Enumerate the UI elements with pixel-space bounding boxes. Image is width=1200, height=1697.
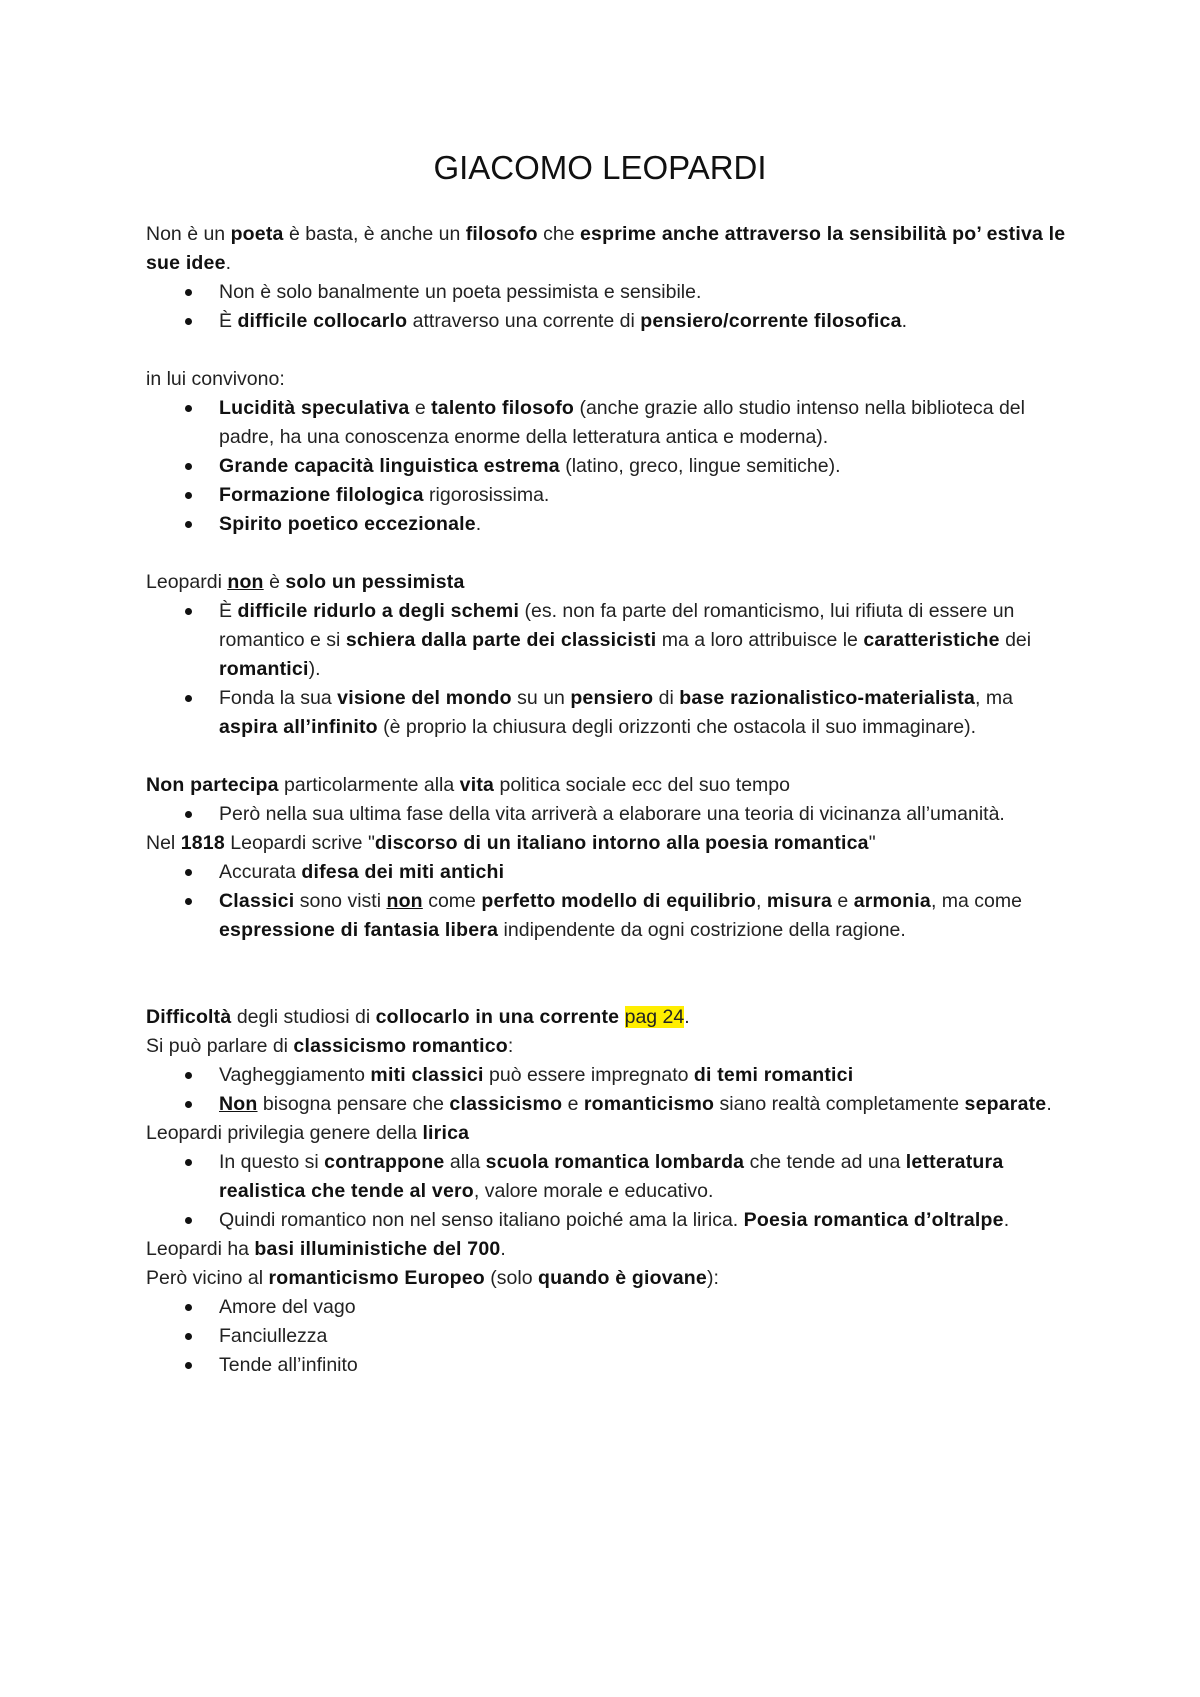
bullet-icon xyxy=(185,811,192,818)
list-item: Fanciullezza xyxy=(146,1322,1066,1351)
list-item: Lucidità speculativa e talento filosofo (anche grazie allo studio intenso nella biblioteca del padre, ha una conoscenza enorme della letteratura antica e moderna). xyxy=(146,394,1066,452)
bullet-icon xyxy=(185,405,192,412)
list-item: Formazione filologica rigorosissima. xyxy=(146,481,1066,510)
list-item: Non bisogna pensare che classicismo e romanticismo siano realtà completamente separate. xyxy=(146,1090,1066,1119)
section-heading: in lui convivono: xyxy=(146,368,285,390)
bullet-icon xyxy=(185,463,192,470)
section-heading: Difficoltà degli studiosi di collocarlo in una corrente pag 24. xyxy=(146,1006,690,1028)
classicism-list xyxy=(146,1061,1066,1119)
bullet-icon xyxy=(185,318,192,325)
list-item: In questo si contrappone alla scuola romantica lombarda che tende ad una letteratura realistica che tende al vero, valore morale e educativo. xyxy=(146,1148,1066,1206)
bullet-icon xyxy=(185,521,192,528)
list-item: È difficile ridurlo a degli schemi (es. non fa parte del romanticismo, lui rifiuta di essere un romantico e si schiera dalla parte dei classicisti ma a loro attribuisce le caratteristiche dei romantici). xyxy=(146,597,1066,684)
page-reference-highlight: pag 24 xyxy=(624,1006,685,1028)
bullet-icon xyxy=(185,695,192,702)
pessimist-list xyxy=(146,597,1066,742)
bullet-icon xyxy=(185,898,192,905)
list-item: È difficile collocarlo attraverso una corrente di pensiero/corrente filosofica. xyxy=(146,307,1066,336)
paragraph: Si può parlare di classicismo romantico: xyxy=(146,1035,514,1057)
bullet-icon xyxy=(185,1362,192,1369)
page-title: GIACOMO LEOPARDI xyxy=(433,149,767,186)
bullet-icon xyxy=(185,1304,192,1311)
paragraph: Leopardi ha basi illuministiche del 700. xyxy=(146,1238,506,1260)
section-heading: Non partecipa particolarmente alla vita politica sociale ecc del suo tempo xyxy=(146,774,790,796)
list-item: Spirito poetico eccezionale. xyxy=(146,510,1066,539)
section-heading: Leopardi non è solo un pessimista xyxy=(146,571,465,593)
bullet-icon xyxy=(185,1159,192,1166)
paragraph: Però vicino al romanticismo Europeo (solo quando è giovane): xyxy=(146,1267,719,1289)
lirica-list xyxy=(146,1148,1066,1235)
intro-paragraph: Non è un poeta è basta, è anche un filosofo che esprime anche attraverso la sensibilità po’ estiva le sue idee. xyxy=(146,223,1066,274)
intro-list xyxy=(146,278,1066,336)
list-item: Non è solo banalmente un poeta pessimista e sensibile. xyxy=(146,278,1066,307)
list-item: Fonda la sua visione del mondo su un pensiero di base razionalistico-materialista, ma aspira all’infinito (è proprio la chiusura degli orizzonti che ostacola il suo immaginare). xyxy=(146,684,1066,742)
discorso-paragraph: Nel 1818 Leopardi scrive "discorso di un italiano intorno alla poesia romantica" xyxy=(146,832,876,854)
discorso-list xyxy=(146,858,1066,945)
document-body xyxy=(146,220,1066,1380)
paragraph: Leopardi privilegia genere della lirica xyxy=(146,1122,470,1144)
list-item: Quindi romantico non nel senso italiano poiché ama la lirica. Poesia romantica d’oltralpe. xyxy=(146,1206,1066,1235)
romanticism-list xyxy=(146,1293,1066,1380)
list-item: Amore del vago xyxy=(146,1293,1066,1322)
list-item: Grande capacità linguistica estrema (latino, greco, lingue semitiche). xyxy=(146,452,1066,481)
bullet-icon xyxy=(185,1072,192,1079)
list-item: Classici sono visti non come perfetto modello di equilibrio, misura e armonia, ma come espressione di fantasia libera indipendente da ogni costrizione della ragione. xyxy=(146,887,1066,945)
list-item: Vagheggiamento miti classici può essere impregnato di temi romantici xyxy=(146,1061,1066,1090)
list-item: Però nella sua ultima fase della vita arriverà a elaborare una teoria di vicinanza all’umanità. xyxy=(146,800,1066,829)
bullet-icon xyxy=(185,289,192,296)
list-item: Accurata difesa dei miti antichi xyxy=(146,858,1066,887)
bullet-icon xyxy=(185,492,192,499)
bullet-icon xyxy=(185,869,192,876)
bullet-icon xyxy=(185,608,192,615)
bullet-icon xyxy=(185,1101,192,1108)
bullet-icon xyxy=(185,1333,192,1340)
politics-list xyxy=(146,800,1066,829)
bullet-icon xyxy=(185,1217,192,1224)
coexist-list xyxy=(146,394,1066,539)
list-item: Tende all’infinito xyxy=(146,1351,1066,1380)
